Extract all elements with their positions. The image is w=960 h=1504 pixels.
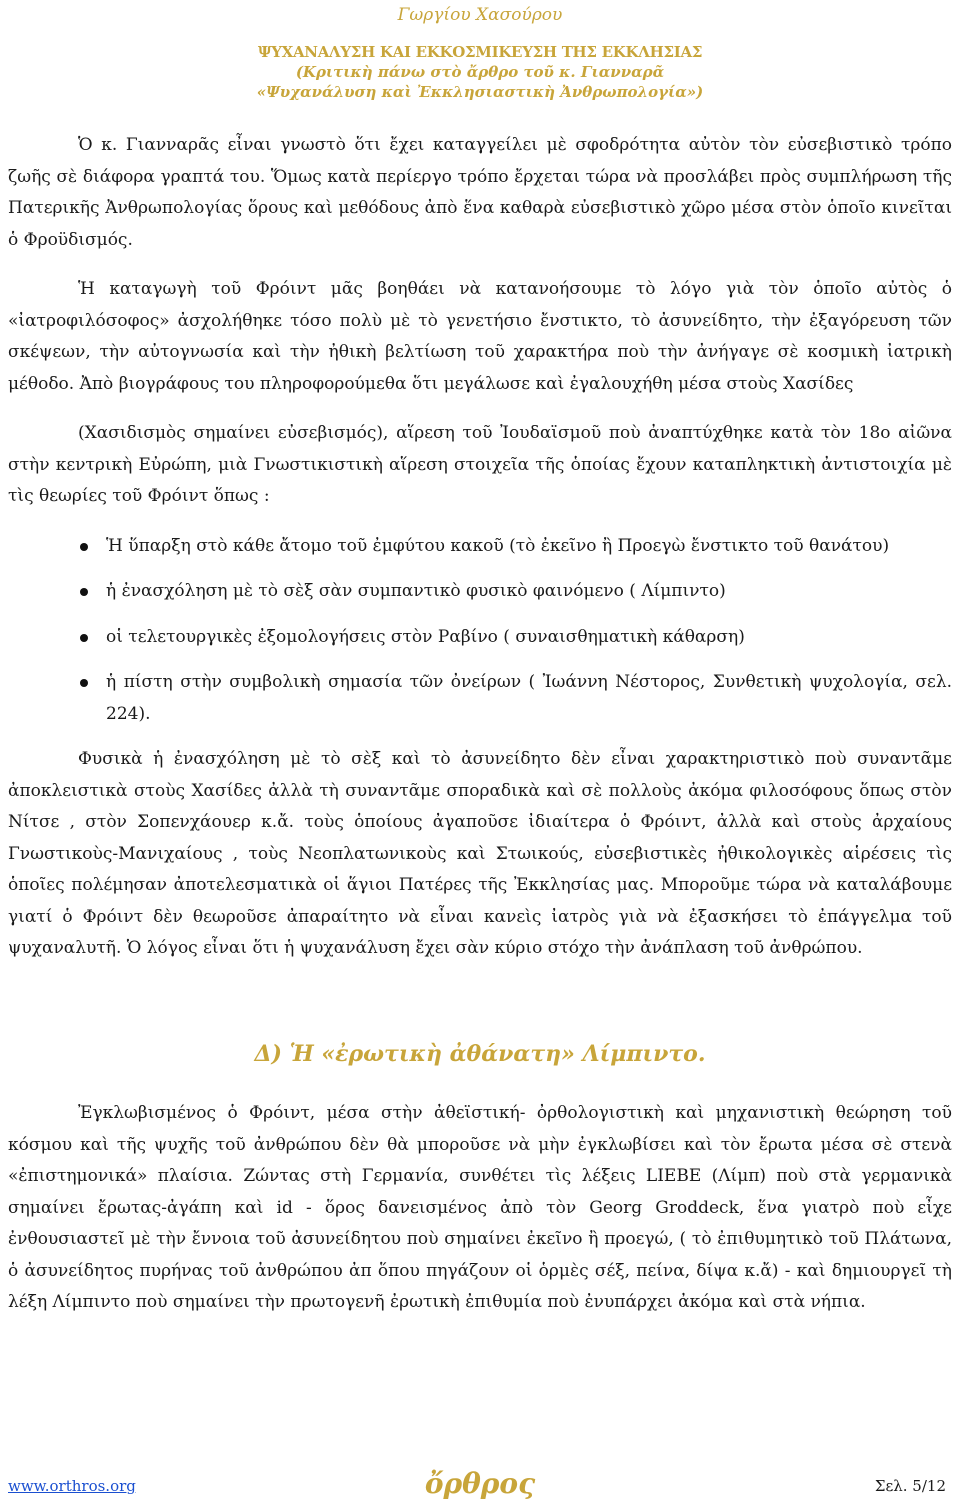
list-item-text: ἡ ἐνασχόληση μὲ τὸ σὲξ σὰν συμπαντικὸ φυσικὸ φαινόμενο ( Λίμπιντο) (106, 581, 726, 601)
header-subtitle-2: «Ψυχανάλυση καὶ Ἐκκλησιαστικὴ Ἀνθρωπολογία») (256, 83, 704, 101)
bullet-icon (80, 588, 88, 596)
list-item-text: Ἡ ὕπαρξη στὸ κάθε ἄτομο τοῦ ἐμφύτου κακοῦ (τὸ ἐκεῖνο ἢ Προεγὼ ἔνστικτο τοῦ θανάτου) (106, 535, 890, 556)
document-body (8, 130, 952, 1319)
footer-link[interactable]: www.orthros.org (8, 1477, 136, 1495)
bullet-icon (80, 634, 88, 642)
page-header (0, 0, 960, 102)
paragraph-2: Ἡ καταγωγὴ τοῦ Φρόιντ μᾶς βοηθάει νὰ κατανοήσουμε τὸ λόγο γιὰ τὸν ὁποῖο αὐτὸς ὁ «ἰατροφιλόσοφος» ἀσχολήθηκε τόσο πολὺ μὲ τὸ γενετήσιο ἔνστικτο, τὸ ἀσυνείδητο, τὴν ἐξαγόρευση τῶν σκέψεων, τὴν αὐτογνωσία καὶ τὴν ἠθικὴ βελτίωση τοῦ χαρακτήρα ποὺ τὴν ἀνήγαγε σὲ κοσμικὴ ἰατρικὴ μέθοδο. Ἀπὸ βιογράφους του πληροφορούμεθα ὅτι μεγάλωσε καὶ ἐγαλουχήθη μέσα στοὺς Χασίδες (8, 279, 952, 394)
bullet-list (8, 531, 952, 731)
page-footer (0, 1463, 960, 1503)
bullet-icon (80, 543, 88, 551)
footer-logo-text: ὄρθρος (424, 1467, 536, 1500)
section-title: Δ) Ἡ «ἐρωτικὴ ἀθάνατη» Λίμπιντο. (254, 1040, 706, 1067)
paragraph-1: Ὁ κ. Γιανναρᾶς εἶναι γνωστὸ ὅτι ἔχει καταγγείλει μὲ σφοδρότητα αὐτὸν τὸν εὐσεβιστικὸ τρόπο ζωῆς σὲ διάφορα γραπτά του. Ὅμως κατὰ περίεργο τρόπο ἔρχεται τώρα νὰ προσλάβει πρὸς συμπλήρωση τῆς Πατερικῆς Ἀνθρωπολογίας ὅρους καὶ μεθόδους ἀπὸ ἕνα καθαρὰ εὐσεβιστικὸ χῶρο μέσα στὸν ὁποῖο κινεῖται ὁ Φροϋδισμός. (8, 135, 952, 250)
list-item (8, 622, 952, 654)
list-item-text: οἱ τελετουργικὲς ἐξομολογήσεις στὸν Ραβίνο ( συναισθηματικὴ κάθαρση) (106, 626, 745, 647)
paragraph-4: Φυσικὰ ἡ ἐνασχόληση μὲ τὸ σὲξ καὶ τὸ ἀσυνείδητο δὲν εἶναι χαρακτηριστικὸ ποὺ συναντᾶμε ἀποκλειστικὰ στοὺς Χασίδες ἀλλὰ τὴ συναντᾶμε σποραδικὰ καὶ σὲ πολλοὺς ἀκόμα φιλοσόφους ὅπως στὸν Νίτσε , στὸν Σοπενχάουερ κ.ἄ. τοὺς ὁποίους ἀγαποῦσε ἰδιαίτερα ὁ Φρόιντ, ἀλλὰ καὶ στοὺς ἀρχαίους Γνωστικοὺς-Μανιχαίους , τοὺς Νεοπλατωνικοὺς καὶ Στωικούς, εὐσεβιστικὲς ἠθικολογικὲς αἱρέσεις τὶς ὁποῖες πολέμησαν ἀποτελεσματικὰ οἱ ἅγιοι Πατέρες τῆς Ἐκκλησίας μας. Μποροῦμε τώρα νὰ καταλάβουμε γιατί ὁ Φρόιντ δὲν θεωροῦσε ἀπαραίτητο νὰ εἶναι κανεὶς ἰατρὸς γιὰ νὰ ἐξασκήσει τὸ ἐπάγγελμα τοῦ ψυχαναλυτῆ. Ὁ λόγος εἶναι ὅτι ἡ ψυχανάλυση ἔχει σὰν κύριο στόχο τὴν ἀνάπλαση τοῦ ἀνθρώπου. (8, 749, 952, 958)
list-item-text: ἡ πίστη στὴν συμβολικὴ σημασία τῶν ὀνείρων ( Ἰωάννη Νέστορος, Συνθετικὴ ψυχολογία, σελ. 224). (106, 672, 952, 724)
bullet-icon (80, 679, 88, 687)
list-item (8, 667, 952, 730)
page-number: Σελ. 5/12 (874, 1477, 946, 1495)
paragraph-3: (Χασιδισμὸς σημαίνει εὐσεβισμός), αἵρεση τοῦ Ἰουδαϊσμοῦ ποὺ ἀναπτύχθηκε κατὰ τὸν 18ο αἰῶνα στὴν κεντρικὴ Εὐρώπη, μιὰ Γνωστικιστικὴ αἵρεση στοιχεῖα τῆς ὁποίας ἔχουν καταπληκτικὴ ἀντιστοιχία μὲ τὶς θεωρίες τοῦ Φρόιντ ὅπως : (8, 423, 952, 506)
list-item (8, 531, 952, 563)
list-item (8, 576, 952, 608)
paragraph-5: Ἐγκλωβισμένος ὁ Φρόιντ, μέσα στὴν ἀθεϊστική- ὀρθολογιστικὴ καὶ μηχανιστικὴ θεώρηση τοῦ κόσμου καὶ τῆς ψυχῆς τοῦ ἀνθρώπου δὲν θὰ μποροῦσε νὰ μὴν ἐγκλωβίσει καὶ τὸν ἔρωτα μέσα σὲ στενὰ «ἐπιστημονικά» πλαίσια. Ζώντας στὴ Γερμανία, συνθέτει τὶς λέξεις LIEBE (Λίμπ) ποὺ στὰ γερμανικὰ σημαίνει ἔρωτας-ἀγάπη καὶ id - ὅρος δανεισμένος ἀπὸ τὸν Georg Groddeck, ἕνα γιατρὸ ποὺ εἶχε ἐνθουσιαστεῖ μὲ τὴν ἔννοια τοῦ ἀσυνείδητου ποὺ σημαίνει ἐκεῖνο ἢ προεγώ, ( τὸ ἐπιθυμητικὸ τοῦ Πλάτωνα, ὁ ἀσυνείδητος πυρήνας τοῦ ἀνθρώπου ἀπ ὅπου πηγάζουν οἱ ὁρμὲς σέξ, πείνα, δίψα κ.ἄ) - καὶ δημιουργεῖ τὴ λέξη Λίμπιντο ποὺ σημαίνει τὴν πρωτογενῆ ἐρωτικὴ ἐπιθυμία ποὺ ἐνυπάρχει ἀκόμα καὶ στὰ νήπια. (8, 1103, 952, 1312)
header-subtitle: (Κριτικὴ πάνω στὸ ἄρθρο τοῦ κ. Γιανναρᾶ (295, 63, 665, 81)
header-title: ΨΥΧΑΝΑΛΥΣΗ ΚΑΙ ΕΚΚΟΣΜΙΚΕΥΣΗ ΤΗΣ ΕΚΚΛΗΣΙΑΣ (257, 43, 703, 61)
header-author: Γωργίου Χασούρου (397, 5, 563, 25)
